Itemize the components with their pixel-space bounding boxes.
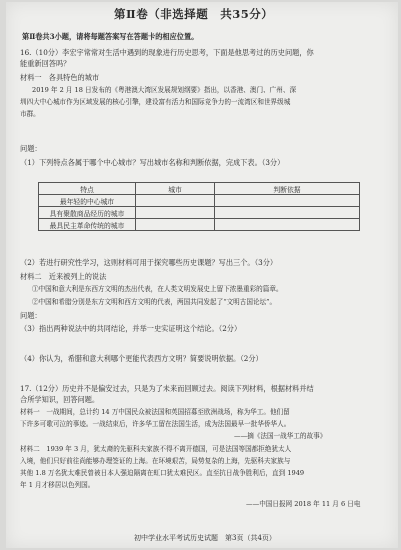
q16-question-label: 问题： xyxy=(20,144,42,153)
q17-material2-line4: 年 1 月才移居以色列国。 xyxy=(20,481,95,489)
table-row xyxy=(39,219,360,231)
q17-material2-source: ——中国日报网 2018 年 11 月 6 日电 xyxy=(246,500,361,508)
q17-stem-line2: 合所学知识，回答问题。 xyxy=(20,395,100,404)
table-cell[interactable] xyxy=(215,207,360,219)
table-cell: 最具民主革命传统的城市 xyxy=(39,219,136,231)
q17-material1-line1: 材料一 一战期间，总计约 14 万中国民众被法国和英国招募至欧洲战场，称为华工。他们留 xyxy=(20,408,290,416)
table-header-cell: 城市 xyxy=(136,183,215,195)
table-cell: 具有聚散商品经历的城市 xyxy=(39,207,136,219)
q16-question-label2: 问题： xyxy=(20,311,42,320)
q16-stem-line2: 能重新回答吗？ xyxy=(20,59,71,68)
exam-page xyxy=(6,2,398,548)
q16-material2-title: 材料二 近来被列上的说法 xyxy=(20,272,107,281)
table-header-cell: 特点 xyxy=(39,183,136,195)
q17-material2-line2: 入境，他们只好前往尚能够办理签证的上海。在环境艰苦，局势复杂的上海，先驱科夫家族与 xyxy=(20,457,291,465)
table-cell[interactable] xyxy=(215,219,360,231)
q16-question4: （4）你认为，希腊和意大利哪个更能代表西方文明？简要说明依据。（2分） xyxy=(20,354,263,363)
answer-table xyxy=(38,182,360,231)
q16-material2-item2: ②中国和希腊分别是东方文明和西方文明的代表，两国共同发起了“文明古国论坛”。 xyxy=(32,298,277,306)
table-cell[interactable] xyxy=(136,195,215,207)
q16-question1: （1）下列特点各属于哪个中心城市？写出城市名称和判断依据，完成下表。（3分） xyxy=(20,158,285,167)
q16-stem-line1: 16.（10分）李宏宇常常对生活中遇到的现象进行历史思考，下面是他思考过的历史问题，你 xyxy=(20,48,314,57)
table-cell[interactable] xyxy=(136,207,215,219)
table-cell[interactable] xyxy=(215,195,360,207)
q16-material1-title: 材料一 各具特色的城市 xyxy=(20,73,100,82)
q17-material1-line2: 下许多可歌可泣的事迹。一战结束后，许多华工留在法国生活，成为法国最早一批华侨华人。 xyxy=(20,420,291,428)
q16-question2: （2）若进行研究性学习，这则材料可用于探究哪些历史课题？写出三个。（3分） xyxy=(20,258,278,267)
q16-question3: （3）指出两种说法中的共同结论，并举一史实证明这个结论。（2分） xyxy=(20,324,242,333)
table-header-row xyxy=(39,183,360,195)
q16-material1-line3: 市群。 xyxy=(20,110,40,118)
q17-stem-line1: 17.（12分）历史并不是偏安过去，只是为了未来而回顾过去。阅读下列材料，根据材料并结 xyxy=(20,384,314,393)
section-title: 第Ⅱ卷（非选择题 共35分） xyxy=(114,7,274,21)
table-header-cell: 判断依据 xyxy=(215,183,360,195)
table-cell: 最年轻的中心城市 xyxy=(39,195,136,207)
q16-material1-line1: 2019 年 2 月 18 日发布的《粤港澳大湾区发展规划纲要》指出，以香港、澳门、广州、深 xyxy=(32,86,297,94)
instruction: 第Ⅱ卷共3小题，请将每题答案写在答题卡的相应位置。 xyxy=(22,32,199,41)
q16-material2-item1: ①中国和意大利是东西方文明的杰出代表，在人类文明发展史上留下浓墨重彩的篇章。 xyxy=(32,285,283,293)
q17-material2-line3: 其他 1.8 万名犹太难民曾被日本人强迫隔离在虹口犹太难民区。直至抗日战争胜利后，直到 1949 xyxy=(20,469,305,477)
q17-material1-source: ——摘《法国一战华工的故事》 xyxy=(234,432,327,440)
page-footer: 初中学业水平考试历史试题 第3页（共4页） xyxy=(134,534,276,542)
q17-material2-line1: 材料二 1939 年 3 月，犹太裔的先驱科夫家族不得不离开德国，可是法国等国都拒绝犹太人 xyxy=(20,445,292,453)
table-row xyxy=(39,207,360,219)
table-row xyxy=(39,195,360,207)
q16-material1-line2: 圳四大中心城市作为区域发展的核心引擎，建设富有活力和国际竞争力的一流湾区和世界级城 xyxy=(20,98,291,106)
table-cell[interactable] xyxy=(136,219,215,231)
